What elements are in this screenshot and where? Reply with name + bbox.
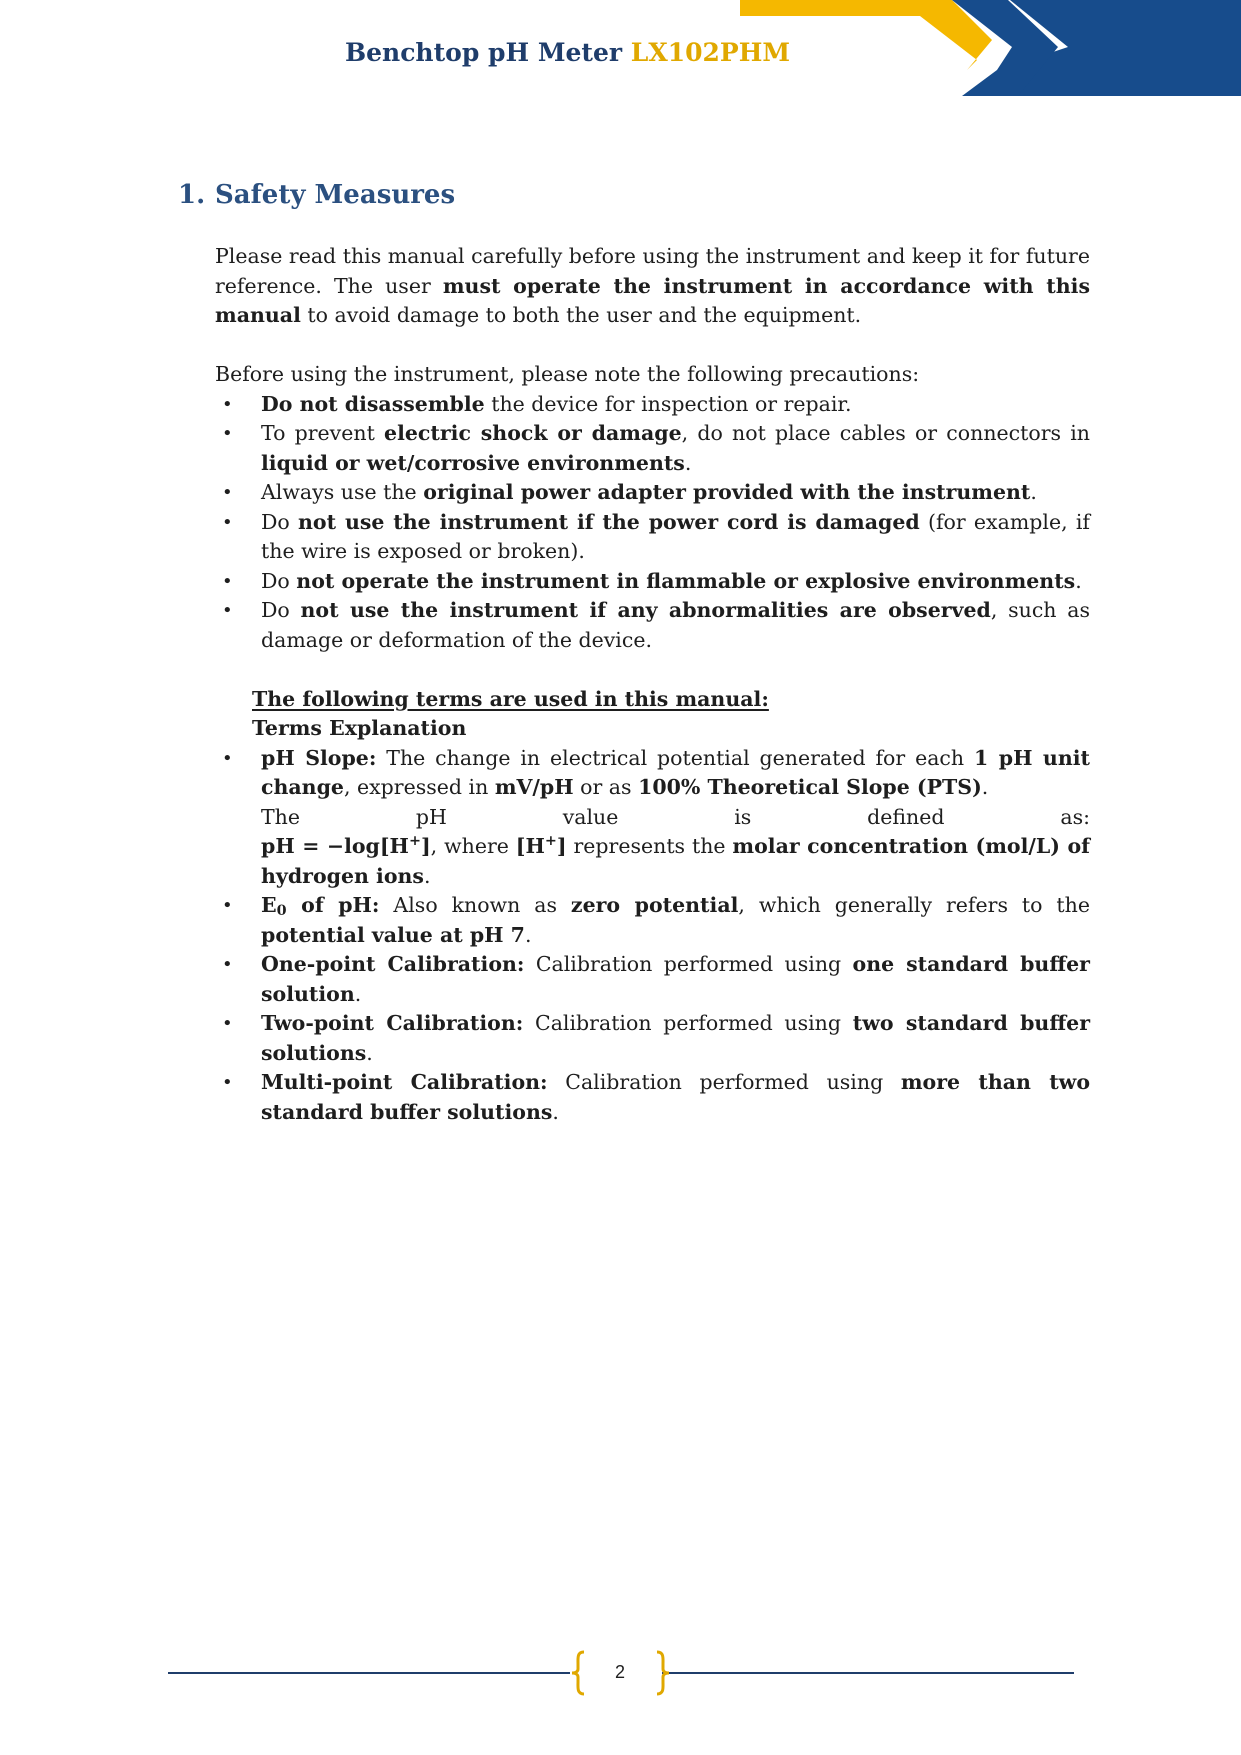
list-item: • One-point Calibration: Calibration performed using one standard buffer solution. bbox=[222, 952, 1090, 1006]
list-item: • Do not disassemble the device for inspection or repair. bbox=[215, 390, 1090, 420]
intro-text-end: to avoid damage to both the user and the equipment. bbox=[300, 303, 862, 327]
bullet-icon: • bbox=[222, 1013, 233, 1034]
list-item: • pH Slope: The change in electrical potential generated for each 1 pH unit change, expressed in mV/pH or as 100% Theoretical Slope (PTS). The pH value is defined as: pH = −log[H+], where [H+] represents the molar concentration (mol/L) of hydrogen ions. bbox=[222, 745, 1090, 888]
section-title: Safety Measures bbox=[215, 180, 456, 210]
left-brace-icon bbox=[570, 1650, 586, 1696]
list-item: • $E_0$ of pH: Also known as zero potential, which generally refers to the potential value at pH 7. bbox=[222, 893, 1090, 947]
terms-list bbox=[215, 744, 1090, 1128]
footer-rule-left bbox=[168, 1672, 570, 1674]
title-prefix: Benchtop pH Meter bbox=[345, 38, 631, 67]
document-body bbox=[215, 242, 1090, 1127]
section-heading bbox=[178, 180, 455, 210]
terms-subheading: Terms Explanation bbox=[252, 716, 467, 740]
header-chevron-graphic bbox=[740, 0, 1241, 100]
list-item: • Always use the original power adapter provided with the instrument. bbox=[215, 478, 1090, 508]
bullet-icon: • bbox=[222, 600, 233, 621]
bullet-icon: • bbox=[222, 393, 233, 415]
precautions-lead: Before using the instrument, please note the following precautions: bbox=[215, 362, 920, 386]
bullet-icon: • bbox=[222, 1072, 233, 1093]
intro-paragraph bbox=[215, 242, 1090, 331]
bullet-icon: • bbox=[222, 423, 233, 444]
section-number: 1. bbox=[178, 180, 206, 210]
terms-heading: The following terms are used in this manual: bbox=[252, 686, 769, 711]
bullet-icon: • bbox=[222, 570, 233, 592]
right-brace-icon bbox=[655, 1650, 671, 1696]
page-number: 2 bbox=[614, 1662, 625, 1682]
bullet-icon: • bbox=[222, 511, 233, 533]
list-item: • Do not use the instrument if the power cord is damaged (for example, if the wire is exposed or broken). bbox=[222, 509, 1090, 563]
list-item: • To prevent electric shock or damage, do not place cables or connectors in liquid or wet/corrosive environments. bbox=[222, 421, 1090, 475]
gold-chevron bbox=[740, 0, 992, 70]
intro-text: Please read this manual carefully before using the instrument and keep it for future reference. The user bbox=[215, 244, 1090, 298]
definition-line: The pH value is defined as: bbox=[261, 804, 1090, 829]
list-item: • Do not use the instrument if any abnormalities are observed, such as damage or deformation of the device. bbox=[222, 598, 1091, 652]
intro-bold: must operate the instrument in accordance with this manual bbox=[215, 273, 1090, 327]
list-item: • Two-point Calibration: Calibration performed using two standard buffer solutions. bbox=[222, 1011, 1091, 1065]
document-title bbox=[345, 38, 790, 67]
ph-formula: pH = −log[H+] bbox=[261, 833, 431, 858]
list-item: • Do not operate the instrument in flammable or explosive environments. bbox=[215, 567, 1090, 597]
bullet-icon: • bbox=[222, 747, 233, 769]
model-number: LX102PHM bbox=[630, 38, 790, 67]
bullet-icon: • bbox=[222, 954, 233, 975]
footer-rule-right bbox=[662, 1672, 1074, 1674]
list-item: • Multi-point Calibration: Calibration performed using more than two standard buffer solutions. bbox=[222, 1070, 1090, 1124]
precautions-list bbox=[215, 390, 1090, 656]
bullet-icon: • bbox=[222, 895, 233, 916]
bullet-icon: • bbox=[222, 482, 233, 503]
